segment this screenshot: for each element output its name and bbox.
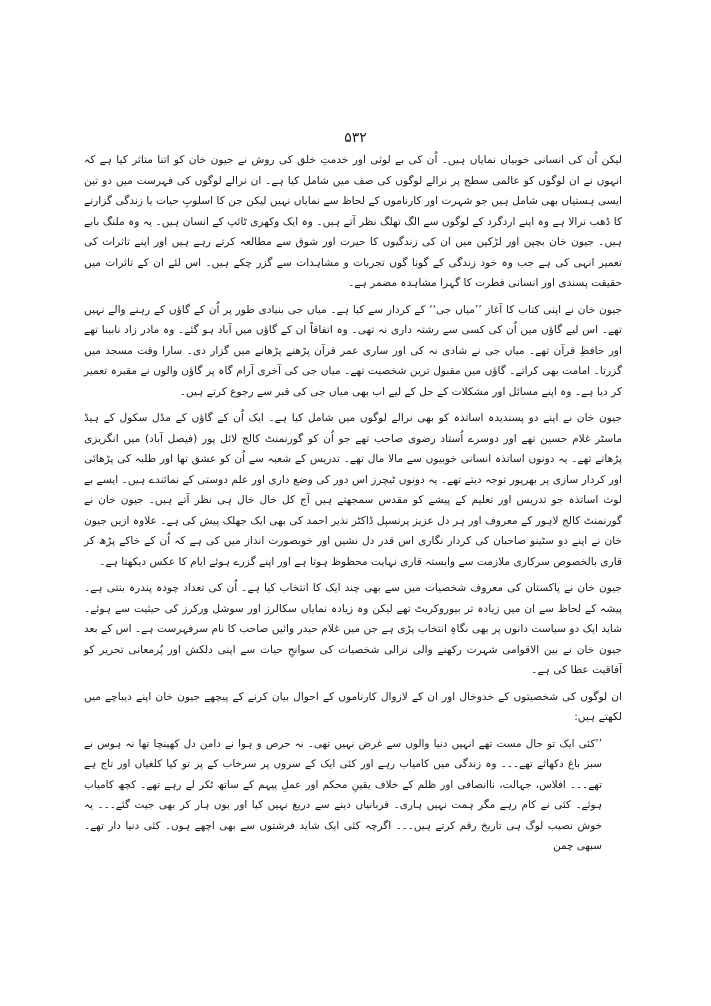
page-number: ۵۳۲: [344, 130, 367, 146]
paragraph: جیون خان نے اپنے دو پسندیدہ اساتذہ کو بھی نرالے لوگوں میں شامل کیا ہے۔ ایک اُن کے گاؤں کے مڈل سکول کے ہیڈ ماسٹر غلام حسین تھے اور دوسرے اُستاد رضوی صاحب تھے جو اُن کو گورنمنٹ کالج لائل پور (فیصل آباد) میں انگریزی پڑھاتے تھے۔ یہ دونوں اساتذہ انسانی خوبیوں سے مالا مال تھے۔ تدریس کے شعبہ سے اُن کو عشق تھا اور طلبہ کی پڑھائی اور کردار سازی پر بھرپور توجہ دیتے تھے۔ یہ دونوں ٹیچرز اس دور کی وضع داری اور علم دوستی کے نمائندے ہیں۔ ایسے بے لوث اساتذہ جو تدریس اور تعلیم کے پیشے کو مقدس سمجھتے ہیں آج کل خال خال ہی نظر آتے ہیں۔ جیون خان نے گورنمنٹ کالج لاہور کے معروف اور ہر دل عزیز پرنسپل ڈاکٹر نذیر احمد کی بھی ایک جھلک پیش کی ہے۔ علاوہ ازیں جیون خان نے اپنے دو سٹینو صاحبان کی کردار نگاری اس قدر دل نشیں اور خوبصورت انداز میں کی ہے کہ اُن کے خاکے پڑھ کر قاری بالخصوص سرکاری ملازمت سے وابستہ قاری نہایت محظوظ ہوتا ہے اور اپنے گزرے ہوئے ایام کا عکس دیکھتا ہے۔: [84, 412, 622, 568]
paragraph: لیکن اُن کی انسانی خوبیاں نمایاں ہیں۔ اُن کی بے لوثی اور خدمتِ خلق کی روش نے جیون خان کو اتنا متاثر کیا ہے کہ انہوں نے ان لوگوں کو عالمی سطح پر نرالے لوگوں کی صف میں شامل کیا ہے۔ ان نرالے لوگوں کی فہرست میں دو تین ایسی ہستیاں بھی شامل ہیں جو شہرت اور کارناموں کے لحاظ سے نمایاں نہیں لیکن جن کا اسلوبِ حیات یا زندگی گزارنے کا ڈھب نرالا ہے وہ اپنے اردگرد کے لوگوں سے الگ تھلگ نظر آتے ہیں۔ وہ ایک وکھری ٹائپ کے انسان ہیں۔ یہ وہ ملنگ بابے ہیں۔ جیون خان بچپن اور لڑکپن میں ان کی زندگیوں کا حیرت اور شوق سے مطالعہ کرتے رہے ہیں اور اپنے تاثرات کی تعمیر انہی کی ہے جب وہ خود زندگی کے گونا گوں تجربات و مشاہدات سے گزر چکے ہیں۔ اس لئے ان کے تاثرات میں حقیقت پسندی اور انسانی فطرت کا گہرا مشاہدہ مضمر ہے۔: [84, 154, 622, 289]
body-text: [84, 150, 622, 857]
paragraph: ان لوگوں کی شخصیتوں کے خدوخال اور ان کے لازوال کارناموں کے احوال بیان کرنے کے پیچھے جیون خان اپنے دیباچے میں لکھتے ہیں:: [84, 690, 622, 723]
paragraph: جیون خان نے پاکستان کی معروف شخصیات میں سے بھی چند ایک کا انتخاب کیا ہے۔ اُن کی تعداد چودہ پندرہ بنتی ہے۔ پیشہ کے لحاظ سے ان میں زیادہ تر بیوروکریٹ تھے لیکن وہ زیادہ نمایاں سکالرز اور سوشل ورکرز کی حیثیت سے ہوئے۔ شاید ایک دو سیاست دانوں پر بھی نگاہِ انتخاب پڑی ہے جن میں غلام حیدر وائیں صاحب کا نام سرفہرست ہے۔ اس کے بعد جیون خان نے بین الاقوامی شہرت رکھنے والی نرالی شخصیات کی سوانحِ حیات سے اپنی دلکش اور پُرمعانی تحریر کو آفاقیت عطا کی ہے۔: [84, 582, 622, 676]
paragraph: جیون خان نے اپنی کتاب کا آغاز ’’میاں جی‘‘ کے کردار سے کیا ہے۔ میاں جی بنیادی طور پر اُن کے گاؤں کے رہنے والے نہیں تھے۔ اس لیے گاؤں میں اُن کی کسی سے رشتہ داری نہ تھی۔ وہ اتفاقاً ان کے گاؤں میں آباد ہو گئے۔ وہ مادر زاد نابینا تھے اور حافظِ قرآن تھے۔ میاں جی نے شادی نہ کی اور ساری عمر قرآن پڑھنے پڑھانے میں گزار دی۔ سارا وقت مسجد میں گزرتا۔ امامت بھی کراتے۔ گاؤں میں مقبول ترین شخصیت تھے۔ میاں جی کی آخری آرام گاہ پر گاؤں والوں نے مقبرہ تعمیر کر دیا ہے۔ وہ اپنے مسائل اور مشکلات کے حل کے لیے اب بھی میاں جی کی قبر سے رجوع کرتے ہیں۔: [84, 303, 622, 398]
block-quote: ’’کئی ایک تو حال مست تھے انہیں دنیا والوں سے غرض نہیں تھی۔ نہ حرص و ہوا نے دامن دل کھینچا تھا نہ ہوس نے سبز باغ دکھائے تھے۔۔۔ وہ زندگی میں کامیاب رہے اور کئی ایک کے سروں پر سرخاب کے پر تو کیا کلغیاں اور تاج ہے تھے۔۔۔ افلاس، جہالت، ناانصافی اور ظلم کے خلاف یقینِ محکم اور عملِ پیہم کے ساتھ ٹکر لے رہے تھے۔ کچھ کامیاب ہوئے۔ کئی نے کام رہے مگر ہمت نہیں ہاری۔ قربانیاں دینے سے دریغ نہیں کیا اور یوں ہار کر بھی جیت گئے۔۔۔ یہ خوش نصیب لوگ ہی تاریخ رقم کرتے ہیں۔۔۔ اگرچہ کئی ایک شاید فرشتوں سے بھی اچھے ہوں۔ کئی دنیا دار تھے۔ سبھی چمن: [84, 737, 602, 852]
